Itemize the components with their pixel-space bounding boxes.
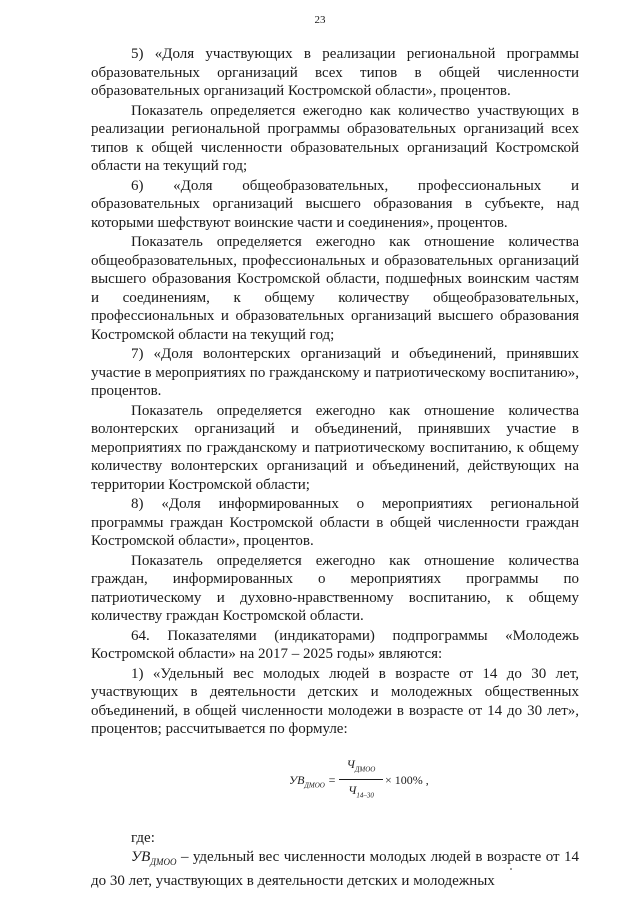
page-number: 23 <box>314 14 326 26</box>
paragraph: 7) «Доля волонтерских организаций и объединений, принявших участие в мероприятиях по гражданскому и патриотическому воспитанию», процентов. <box>91 346 579 399</box>
paragraph: 8) «Доля информированных о мероприятиях региональной программы граждан Костромской области в общей численности граждан Костромской области», процентов. <box>91 496 579 549</box>
formula-lhs <box>289 771 336 795</box>
paragraph: 64. Показателями (индикаторами) подпрограммы «Молодежь Костромской области» на 2017 – 2025 годы» являются: <box>91 627 579 662</box>
definition-term <box>131 849 177 865</box>
paragraph: Показатель определяется ежегодно как отношение количества граждан, информированных о мероприятиях программы по патриотическому и духовно-нравственному воспитанию, к общему количеству граждан Костромской области. <box>91 552 579 624</box>
formula-fraction <box>339 755 383 806</box>
paragraph: Показатель определяется ежегодно как отношение количества волонтерских организаций и объединений, принявших участие в мероприятиях по гражданскому и патриотическому воспитанию, к общему количеству волонтерских организаций и объединений, действующих на территории Костромской области; <box>91 402 579 493</box>
definition-term-main: УВ <box>131 849 151 865</box>
formula-den-main: Ч <box>348 783 357 798</box>
definition-text: – удельный вес численности молодых людей в возрасте от 14 до 30 лет, участвующих в деятельности детских и молодежных <box>91 849 579 889</box>
formula-num-main: Ч <box>346 756 355 771</box>
formula <box>91 753 579 803</box>
definition-paragraph <box>91 848 579 890</box>
paragraph: Показатель определяется ежегодно как отношение количества общеобразовательных, профессиональных и образовательных организаций высшего образования Костромской области, подшефных воинским частям и соединениям, к общему количеству общеобразовательных, профессиональных и образовательных организаций высшего образования Костромской области на текущий год; <box>91 234 579 343</box>
where-label: где: <box>131 829 155 846</box>
formula-lhs-main: УВ <box>289 772 305 787</box>
paragraph: 6) «Доля общеобразовательных, профессиональных и образовательных организаций высшего образования в субъекте, над которыми шефствуют воинские части и соединения», процентов. <box>91 177 579 231</box>
document-body <box>91 45 579 891</box>
paragraph: Показатель определяется ежегодно как количество участвующих в реализации региональной программы образовательных организаций всех типов к общей численности образовательных организаций Костромской области на текущий год; <box>91 102 579 174</box>
formula-rhs: × 100% , <box>385 772 429 787</box>
formula-numerator <box>339 755 383 781</box>
formula-den-sub: 14–30 <box>356 791 374 800</box>
paragraph: 5) «Доля участвующих в реализации региональной программы образовательных организаций всех типов в общей численности образовательных организаций Костромской области», процентов. <box>91 46 579 99</box>
formula-num-sub: ДМОО <box>354 764 376 773</box>
paragraph: 1) «Удельный вес молодых людей в возрасте от 14 до 30 лет, участвующих в деятельности детских и молодежных общественных объединений, в общей численности молодежи в возрасте от 14 до 30 лет», процентов; рассчитывается по формуле: <box>91 665 579 737</box>
formula-equals: = <box>327 772 336 787</box>
formula-denominator <box>339 780 383 805</box>
scan-speck <box>510 868 512 870</box>
formula-lhs-sub: ДМОО <box>304 780 325 789</box>
definition-term-sub: ДМОО <box>150 857 177 867</box>
